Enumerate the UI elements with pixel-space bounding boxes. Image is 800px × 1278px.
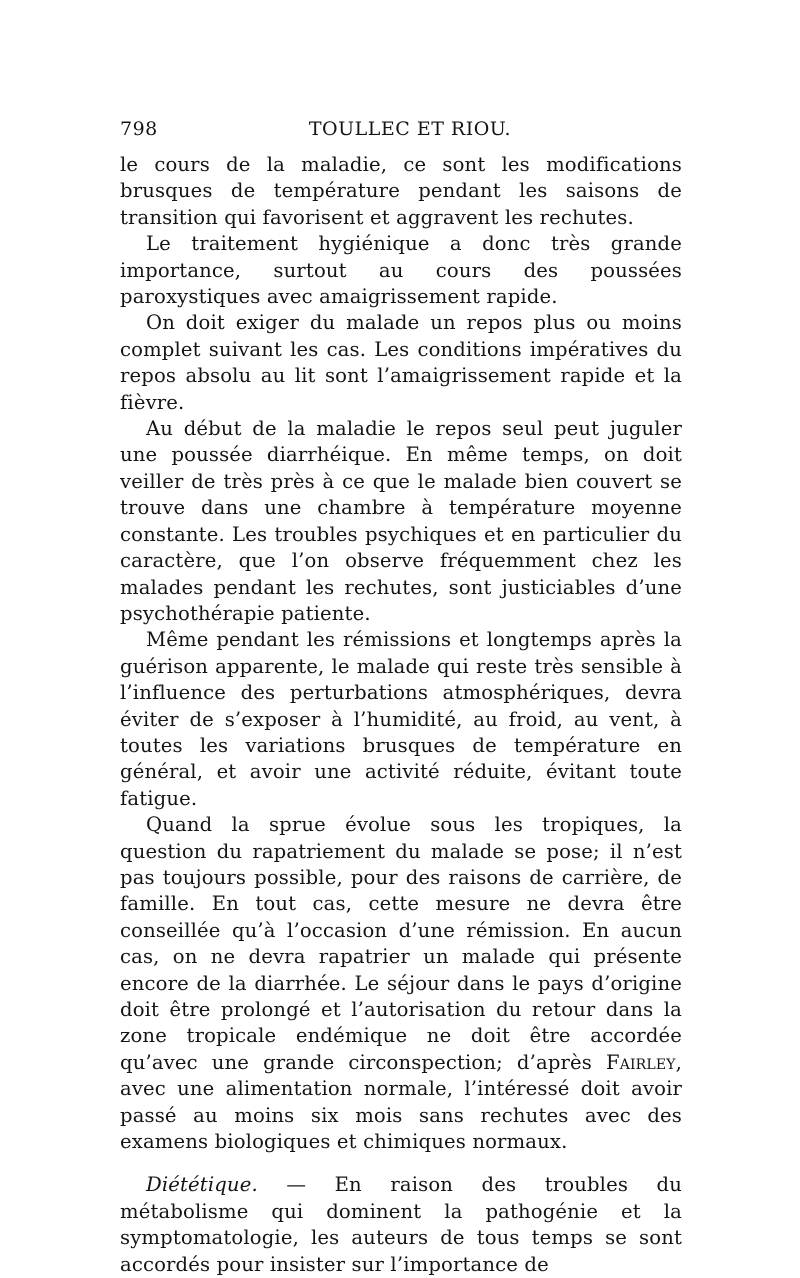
running-head — [120, 118, 680, 148]
paragraph-hygienic-treatment: Le traitement hygiénique a donc très grande importance, surtout au cours des poussées paroxystiques avec amaigrissement rapide. — [120, 232, 682, 309]
paragraph-onset: Au début de la maladie le repos seul peut juguler une poussée diarrhéique. En même temps, on doit veiller de très près à ce que le malade bien couvert se trouve dans une chambre à température moyenne constante. Les troubles psychiques et en particulier du caractère, que l’on observe fréquemment chez les malades pendant les rechutes, sont justiciables d’une psychothérapie patiente. — [120, 417, 682, 625]
repatriation-text-after: , avec une alimentation normale, l’intéressé doit avoir passé au moins six mois sans rechutes avec des examens biologiques et chimiques normaux. — [120, 1050, 682, 1154]
body-text — [120, 152, 682, 1278]
running-title: TOULLEC ET RIOU. — [308, 118, 512, 140]
page-number: 798 — [120, 118, 158, 140]
paragraph-rest: On doit exiger du malade un repos plus ou moins complet suivant les cas. Les conditions impératives du repos absolu au lit sont l’amaigrissement rapide et la fièvre. — [120, 311, 682, 414]
repatriation-text-before: Quand la sprue évolue sous les tropiques, la question du rapatriement du malade se pose; il n’est pas toujours possible, pour des raisons de carrière, de famille. En tout cas, cette mesure ne devra être conseillée qu’à l’occasion d’une rémission. En aucun cas, on ne devra rapatrier un malade qui présente encore de la diarrhée. Le séjour dans le pays d’origine doit être prolongé et l’autorisation du retour dans la zone tropicale endémique ne doit être accordée qu’avec une grande circonspection; d’après — [120, 813, 682, 1074]
paragraph-repatriation — [120, 812, 682, 1155]
author-name: Fairley — [606, 1050, 676, 1074]
paragraph-continuation: le cours de la maladie, ce sont les modifications brusques de température pendant les saisons de transition qui favorisent et aggravent les rechutes. — [120, 153, 682, 229]
paragraph-remissions: Même pendant les rémissions et longtemps après la guérison apparente, le malade qui reste très sensible à l’influence des perturbations atmosphériques, devra éviter de s’exposer à l’humidité, au froid, au vent, à toutes les variations brusques de température en général, et avoir une activité réduite, évitant toute fatigue. — [120, 628, 682, 810]
paragraph-dietetics — [120, 1172, 682, 1278]
dietetics-text: — En raison des troubles du métabolisme qui dominent la pathogénie et la symptomatologie, les auteurs de tous temps se sont accordés pour insister sur l’importance de — [120, 1173, 682, 1276]
section-heading: Diététique. — [146, 1173, 258, 1197]
